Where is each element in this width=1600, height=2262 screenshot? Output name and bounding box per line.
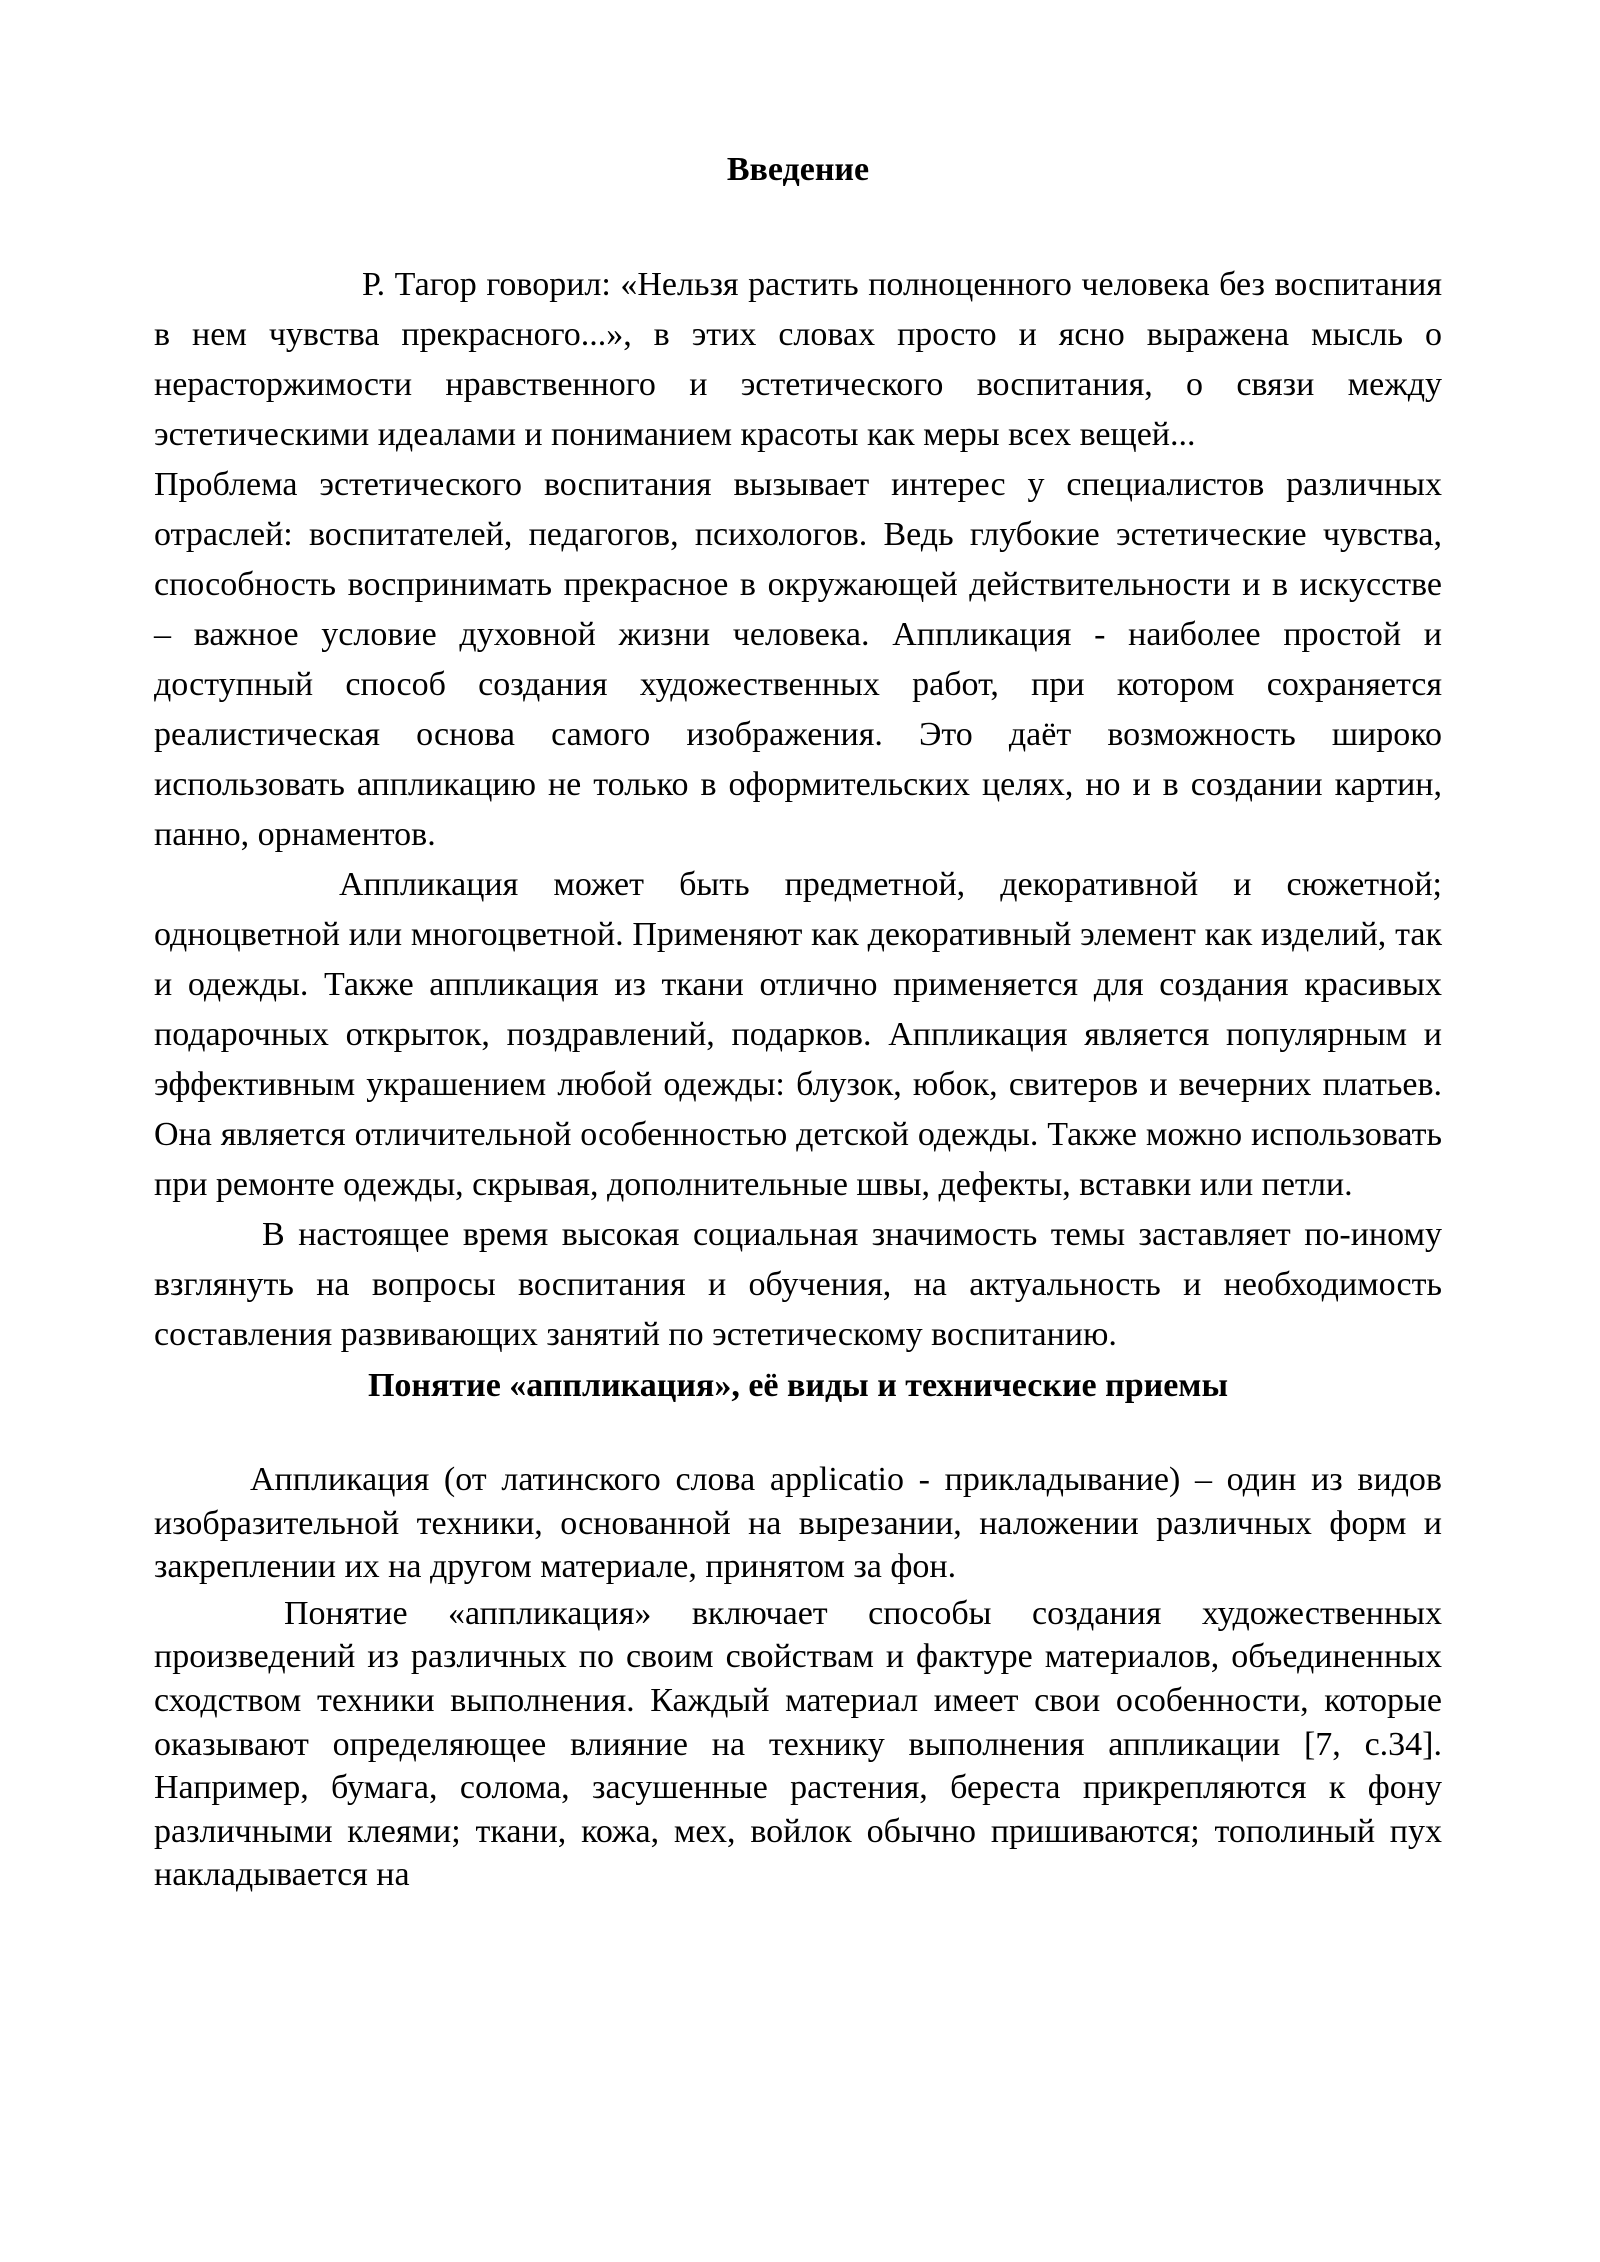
paragraph-applique-types: Аппликация может быть предметной, декоративной и сюжетной; одноцветной или многоцветной. Применяют как декоративный элемент как изделий, так и одежды. Также аппликация из ткани отлично применяется для создания красивых подарочных открыток, поздравлений, подарков. Аппликация является популярным и эффективным украшением любой одежды: блузок, юбок, свитеров и вечерних платьев. Она является отличительной особенностью детской одежды. Также можно использовать при ремонте одежды, скрывая, дополнительные швы, дефекты, вставки или петли.	[154, 866, 1442, 1203]
paragraph-applique-materials: Понятие «аппликация» включает способы создания художественных произведений из различных по своим свойствам и фактуре материалов, объединенных сходством техники выполнения. Каждый материал имеет свои особенности, которые оказывают определяющее влияние на технику выполнения аппликации [7, с.34]. Например, бумага, солома, засушенные растения, береста прикрепляются к фону различными клеями; ткани, кожа, мех, войлок обычно пришиваются; тополиный пух накладывается на	[154, 1594, 1442, 1894]
heading-introduction: Введение	[726, 151, 870, 188]
paragraph-relevance: В настоящее время высокая социальная значимость темы заставляет по-иному взглянуть на вопросы воспитания и обучения, на актуальность и необходимость составления развивающих занятий по эстетическому воспитанию.	[154, 1216, 1442, 1353]
paragraph-applique-definition: Аппликация (от латинского слова applicatio - прикладывание) – один из видов изобразительной техники, основанной на вырезании, наложении различных форм и закреплении их на другом материале, принятом за фон.	[154, 1461, 1442, 1586]
heading-applique-concept: Понятие «аппликация», её виды и технические приемы	[367, 1367, 1229, 1404]
paragraph-aesthetic-education: Проблема эстетического воспитания вызывает интерес у специалистов различных отраслей: воспитателей, педагогов, психологов. Ведь глубокие эстетические чувства, способность воспринимать прекрасное в окружающей действительности и в искусстве – важное условие духовной жизни человека. Аппликация - наиболее простой и доступный способ создания художественных работ, при котором сохраняется реалистическая основа самого изображения. Это даёт возможность широко использовать аппликацию не только в оформительских целях, но и в создании картин, панно, орнаментов.	[154, 466, 1442, 853]
paragraph-tagore-quote: Р. Тагор говорил: «Нельзя растить полноценного человека без воспитания в нем чувства прекрасного...», в этих словах просто и ясно выражена мысль о нерасторжимости нравственного и эстетического воспитания, о связи между эстетическими идеалами и пониманием красоты как меры всех вещей...	[154, 266, 1442, 453]
document-page	[154, 150, 1442, 1897]
